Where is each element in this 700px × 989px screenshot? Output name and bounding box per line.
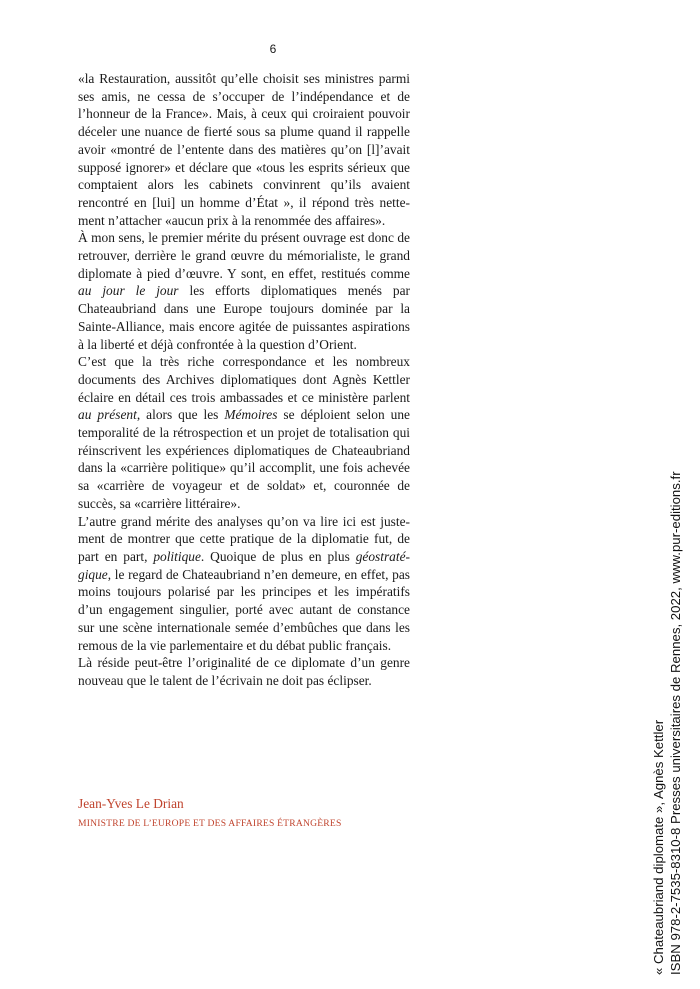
italic-segment: au présent [78, 407, 137, 423]
signature-title: MINISTRE DE L’EUROPE ET DES AFFAIRES ÉTRANGÈRES [78, 818, 342, 829]
italic-segment: Mémoires [224, 407, 278, 423]
text-segment: L’autre grand mérite des analyses qu’on va lire ici est justement de montrer que cette pratique de la diplomatie fut, de part en part, [78, 513, 410, 564]
text-segment: À mon sens, le premier mérite du présent ouvrage est donc de retrouver, derrière le grand œuvre du mémorialiste, le grand diplomate à pied d’œuvre. Y sont, en effet, restitués comme [78, 230, 410, 281]
page-number: 6 [269, 42, 277, 56]
text-segment: . Quoique de plus en plus [200, 548, 356, 564]
italic-segment: politique [153, 548, 201, 564]
side-credit-line2: ISBN 978-2-7535-8310-8 Presses universitaires de Rennes, 2022, www.pur-editions.fr [668, 471, 683, 975]
text-segment: se déploient selon une temporalité de la rétrospection et un projet de totalisation qui réinscrivent les expériences diplomatiques de Chateaubriand dans la «carrière politique» qu’il accomplit, une fois achevée sa «carrière de voyageur et de soldat» et, couronnée de succès, sa «carrière littéraire». [78, 407, 410, 511]
paragraph [78, 513, 410, 655]
italic-segment: géostratégique [78, 548, 410, 582]
signature-name: Jean-Yves Le Drian [78, 796, 184, 811]
text-segment: , le regard de Chateaubriand n’en demeure, en effet, pas moins toujours polarisé par les principes et les impératifs d’un engagement singulier, porté avec autant de constance sur une scène internationale semée d’embûches que dans les remous de la vie parlementaire et du débat public français. [78, 566, 410, 653]
side-credit-line1: « Chateaubriand diplomate », Agnès Kettler [651, 719, 666, 975]
paragraph [78, 229, 410, 353]
text-segment: «la Restauration, aussitôt qu’elle choisit ses ministres parmi ses amis, ne cessa de s’occuper de l’indépendance et de l’honneur de la France». Mais, à ceux qui croiraient pouvoir déceler une nuance de fierté sous sa plume quand il rappelle avoir «montré de l’entente dans des matières qu’on [l]’avait supposé ignorer» et déclare que «tous les esprits sérieux que comptaient alors les cabinets convinrent qu’ils avaient rencontré en [lui] un homme d’État », il répond très nettement n’attacher «aucun prix à la renommée des affaires». [78, 71, 410, 228]
paragraph [78, 353, 410, 512]
body-text [78, 70, 410, 690]
side-credit [650, 471, 684, 975]
italic-segment: au jour le jour [78, 283, 179, 299]
text-segment: les efforts diplomatiques menés par Chateaubriand dans une Europe toujours dominée par la Sainte-Alliance, mais encore agitée de puissantes aspirations à la liberté et déjà confrontée à la question d’Orient. [78, 283, 410, 352]
text-segment: Là réside peut-être l’originalité de ce diplomate d’un genre nouveau que le talent de l’écrivain ne doit pas éclipser. [78, 655, 410, 688]
text-segment: , alors que les [136, 407, 225, 423]
paragraph [78, 70, 410, 229]
signature [78, 795, 341, 829]
paragraph [78, 654, 410, 689]
text-segment: C’est que la très riche correspondance et les nombreux documents des Archives diplomatiques dont Agnès Kettler éclaire en détail ces trois ambassades et ce ministère parlent [78, 354, 410, 405]
